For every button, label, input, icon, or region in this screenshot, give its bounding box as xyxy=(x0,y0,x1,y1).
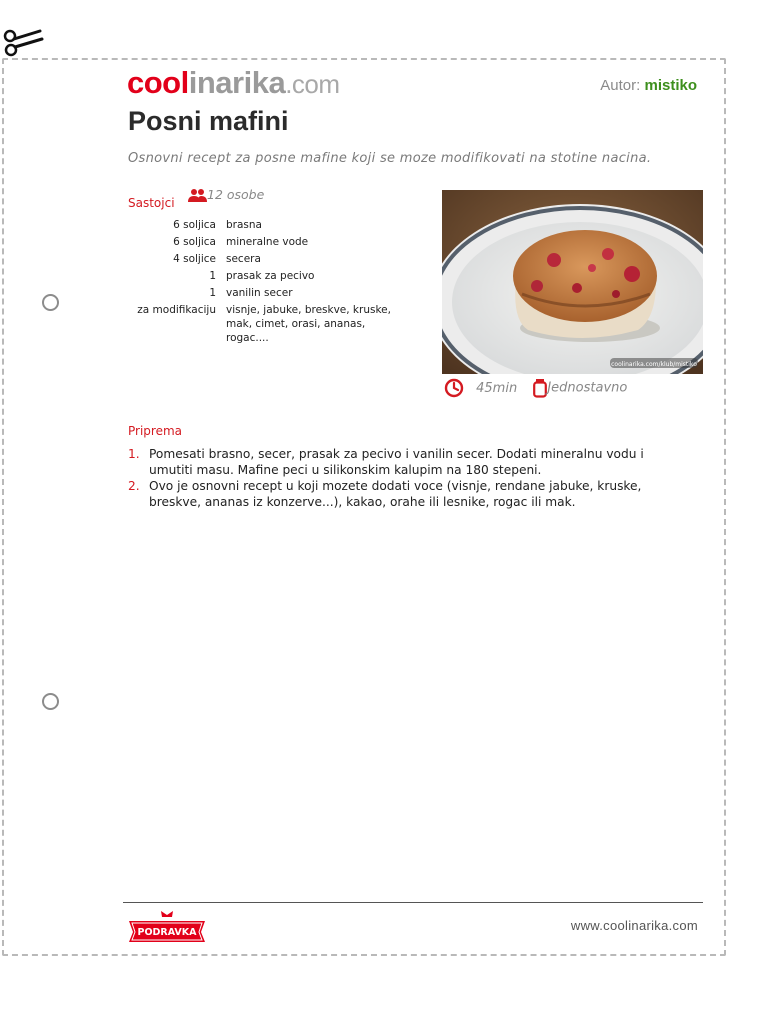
punch-hole xyxy=(42,693,59,710)
ingredient-row xyxy=(128,303,406,348)
preparation-label: Priprema xyxy=(128,424,183,438)
step-number: 1. xyxy=(128,447,140,461)
ingredient-name: visnje, jabuke, breskve, kruske, mak, cimet, orasi, ananas, rogac.... xyxy=(226,304,391,344)
time-value: 45min xyxy=(476,380,518,396)
author-line xyxy=(600,77,697,94)
muffin-photo-illustration xyxy=(442,190,703,374)
footer-site-url[interactable]: www.coolinarika.com xyxy=(570,918,698,933)
footer-divider xyxy=(123,902,703,903)
recipe-photo[interactable] xyxy=(442,190,703,374)
difficulty-value: Jednostavno xyxy=(547,380,628,396)
step-text: Pomesati brasno, secer, prasak za pecivo i vanilin secer. Dodati mineralnu vodu i umutiti masu. Mafine peci u silikonskim kalupim na 180 stepeni. xyxy=(149,447,644,477)
ingredient-row xyxy=(128,252,406,269)
recipe-title: Posni mafini xyxy=(128,106,289,136)
ingredient-qty: 4 soljice xyxy=(173,253,216,265)
ingredient-row xyxy=(128,218,406,235)
logo-part-inarika: inarika xyxy=(188,65,286,100)
ingredient-name: prasak za pecivo xyxy=(226,270,315,282)
ingredient-name: mineralne vode xyxy=(226,236,309,248)
scissors-icon xyxy=(2,22,44,62)
ingredients-table xyxy=(128,218,406,348)
logo-part-cool: cool xyxy=(127,65,189,100)
step-number: 2. xyxy=(128,479,140,493)
ingredient-qty: 1 xyxy=(209,287,216,299)
difficulty-jar-icon xyxy=(533,378,547,398)
coolinarika-logo[interactable] xyxy=(127,66,340,101)
ingredient-qty: 6 soljica xyxy=(173,219,216,231)
ingredient-row xyxy=(128,269,406,286)
ingredients-label: Sastojci xyxy=(128,196,175,210)
ingredient-qty: za modifikaciju xyxy=(137,304,216,316)
recipe-subtitle: Osnovni recept za posne mafine koji se moze modifikovati na stotine nacina. xyxy=(128,151,652,166)
people-icon xyxy=(188,188,207,202)
author-label: Autor: xyxy=(600,77,641,94)
punch-hole xyxy=(42,294,59,311)
servings xyxy=(188,187,264,202)
ingredient-name: secera xyxy=(226,253,261,265)
recipe-meta xyxy=(444,378,627,398)
ingredient-name: brasna xyxy=(226,219,262,231)
ingredient-row xyxy=(128,235,406,252)
ingredient-row xyxy=(128,286,406,303)
step-item xyxy=(128,478,668,510)
ingredient-qty: 6 soljica xyxy=(173,236,216,248)
ingredient-qty: 1 xyxy=(209,270,216,282)
preparation-steps xyxy=(128,446,668,510)
podravka-logo[interactable] xyxy=(127,909,207,943)
photo-watermark: coolinarika.com/klub/mistiko xyxy=(611,361,697,368)
step-text: Ovo je osnovni recept u koji mozete dodati voce (visnje, rendane jabuke, kruske, breskve, ananas iz konzerve...), kakao, orahe ili lesnike, rogac ili mak. xyxy=(149,479,642,509)
clock-icon xyxy=(444,378,464,398)
ingredient-name: vanilin secer xyxy=(226,287,293,299)
author-name[interactable]: mistiko xyxy=(644,77,697,94)
podravka-text: PODRAVKA xyxy=(137,927,197,938)
servings-text: 12 osobe xyxy=(207,187,265,202)
logo-part-domain: .com xyxy=(285,69,340,99)
step-item xyxy=(128,446,668,478)
